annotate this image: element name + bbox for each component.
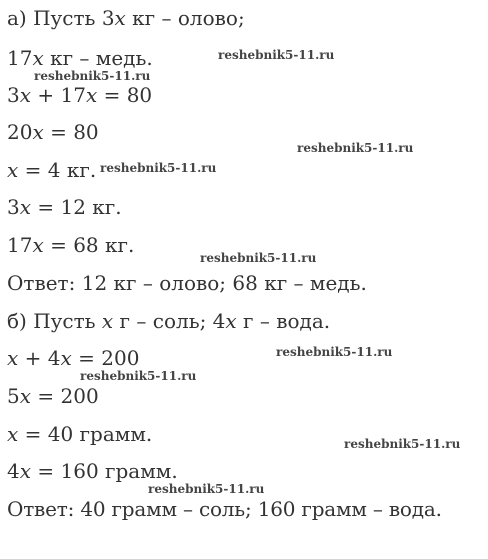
watermark: reshebnik5-11.ru xyxy=(218,48,335,62)
copper-mass-value: = 68 кг. xyxy=(43,233,135,257)
term-coefficient: 5 xyxy=(7,384,20,408)
part-a-equation xyxy=(7,83,152,107)
part-a-intro xyxy=(7,6,245,30)
variable-x: x xyxy=(32,120,44,144)
watermark: reshebnik5-11.ru xyxy=(80,369,197,383)
equation-rhs: = 80 xyxy=(43,120,99,144)
variable-x: x xyxy=(32,233,44,257)
copper-text: кг – медь. xyxy=(43,46,153,70)
variable-x: x xyxy=(7,422,19,446)
equation-rhs: = 200 xyxy=(31,384,99,408)
variable-x: x xyxy=(19,195,32,219)
part-b-equation xyxy=(7,346,139,370)
watermark: reshebnik5-11.ru xyxy=(297,141,414,155)
plus-sign: + xyxy=(31,83,61,107)
salt-text: г – соль; 4 xyxy=(113,309,226,333)
part-a-answer: Ответ: 12 кг – олово; 68 кг – медь. xyxy=(7,271,367,295)
part-a-copper-definition xyxy=(7,46,153,70)
variable-x: x xyxy=(19,83,32,107)
part-a-label: а) Пусть xyxy=(7,6,96,30)
part-a-copper-mass xyxy=(7,233,134,257)
part-b-answer: Ответ: 40 грамм – соль; 160 грамм – вода. xyxy=(7,497,442,521)
water-text: г – вода. xyxy=(236,309,331,333)
variable-x: x xyxy=(114,6,126,30)
part-a-simplified xyxy=(7,120,99,144)
part-b-simplified xyxy=(7,384,99,408)
part-b-label: б) Пусть xyxy=(7,309,102,333)
watermark: reshebnik5-11.ru xyxy=(100,161,217,175)
equation-rhs: = 80 xyxy=(97,83,153,107)
part-a-solved xyxy=(7,158,96,182)
term-coefficient: 17 xyxy=(7,233,33,257)
variable-x: x xyxy=(101,309,114,333)
watermark: reshebnik5-11.ru xyxy=(200,251,317,265)
term-coefficient: 3 xyxy=(7,195,20,219)
part-b-intro xyxy=(7,309,330,333)
tin-text: кг – олово; xyxy=(125,6,245,30)
term-coefficient: 20 xyxy=(7,120,33,144)
tin-mass-value: = 12 кг. xyxy=(31,195,122,219)
watermark: reshebnik5-11.ru xyxy=(344,437,461,451)
watermark: reshebnik5-11.ru xyxy=(276,345,393,359)
term-coefficient: 3 xyxy=(7,83,20,107)
variable-x: x xyxy=(7,346,19,370)
variable-x: x xyxy=(60,346,72,370)
copper-coefficient: 17 xyxy=(7,46,33,70)
part-a-tin-mass xyxy=(7,195,122,219)
solution-value: = 4 кг. xyxy=(18,158,97,182)
variable-x: x xyxy=(85,83,98,107)
variable-x: x xyxy=(19,459,32,483)
term-coefficient: 17 xyxy=(60,83,86,107)
variable-x: x xyxy=(19,384,32,408)
variable-x: x xyxy=(7,158,19,182)
part-b-solved xyxy=(7,422,152,446)
tin-coefficient: 3 xyxy=(101,6,115,30)
water-mass-value: = 160 грамм. xyxy=(31,459,178,483)
watermark: reshebnik5-11.ru xyxy=(148,482,265,496)
variable-x: x xyxy=(225,309,237,333)
watermark: reshebnik5-11.ru xyxy=(34,69,151,83)
equation-rhs: = 200 xyxy=(71,346,140,370)
term-coefficient: 4 xyxy=(7,459,20,483)
part-b-water-mass xyxy=(7,459,178,483)
variable-x: x xyxy=(32,46,44,70)
plus-term: + 4 xyxy=(18,346,61,370)
solution-value: = 40 грамм. xyxy=(18,422,153,446)
